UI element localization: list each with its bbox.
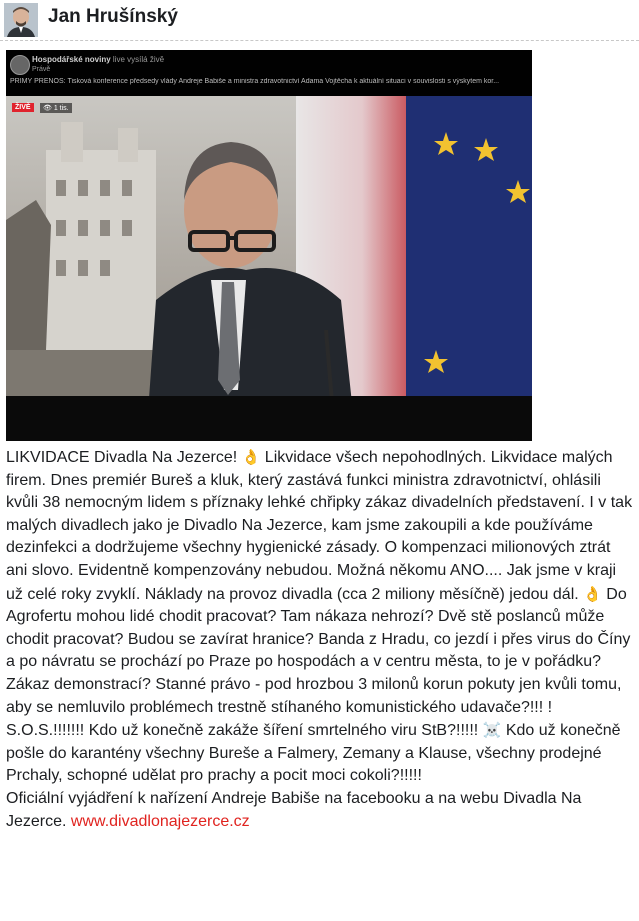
post-text-part-1: LIKVIDACE Divadla Na Jezerce! [6,449,238,466]
video-page-name-text: Hospodářské noviny [32,55,111,64]
video-page-name[interactable] [32,55,164,64]
viewer-count: 1 tis. [53,105,69,112]
post-text-part-3: Do Agrofertu mohou lidé chodit pracovat? Tam nákaza nehrozí? Dvě stě poslanců může chodit pracovat? Budou se zavírat hranice? Banda z Hradu, co jezdí i přes virus do Číny a po návratu se prochází po Praze po hospodách a v centru města, to je v pořádku? Zákaz demonstrací? Stanné právo - pod hrozbou 3 milonů korun pokuty jen kvůli tomu, aby se nemluvilo problémech trestně stíhaného komunistického udavače?!!! ! S.O.S.!!!!!!! Kdo už konečně zakáže šíření smrtelného viru StB?!!!!! [6,585,631,740]
video-page-action: live vysílá živě [112,55,165,64]
header-divider [0,40,639,41]
post-text-part-5: Oficiální vyjádření k nařízení Andreje Babiše na facebooku a na webu Divadla Na Jezerce. [6,789,582,830]
post-text [6,446,634,833]
avatar[interactable] [4,3,38,37]
video-caption: PŘÍMÝ PŘENOS: Tisková konference předsedy vlády Andreje Babiše a ministra zdravotnictví Adama Vojtěcha k aktuální situaci v souvislosti s výskytem kor... [10,78,500,85]
post-text-part-4: Kdo už konečně pošle do karantény všechny Bureše a Falmery, Zemany a Klause, všechny prodejné Prchaly, schopné udělat pro prachy a pocit moci cokoli?!!!!! [6,722,621,785]
post-text-part-2: Likvidace všech nepohodlných. Likvidace malých firem. Dnes premiér Bureš a kluk, který zastává funkci ministra zdravotnictví, ohlásili kvůli 38 nemocným lidem s příznaky lehké chřipky zákaz divadelních představení. I v tak malých divadlech jako je Divadlo Na Jezerce, kam jsme zakoupili a kde používáme dezinfekci a dodržujeme všechny hygienické zásady. O kompenzaci milionových ztrát ani slovo. Evidentně kompenzovány nebudou. Možná někomu ANO.... Jak jsme v kraji už celé roky zvyklí. Náklady na provoz divadla (cca 2 miliony měsíčně) jedou dál. [6,449,633,603]
author-name[interactable]: Jan Hrušínský [48,6,178,27]
video-frame [6,50,532,441]
video-top-bar [6,50,532,96]
video-player[interactable] [6,50,532,441]
skull-crossbones-icon: ☠️ [482,721,502,740]
ok-hand-icon: 👌 [241,448,261,466]
viewer-count-badge: 👁 1 tis. [40,103,72,113]
live-badge: ŽIVĚ [12,103,34,112]
video-timestamp: Právě [32,66,51,73]
avatar-image [4,3,38,37]
post-header [0,0,639,42]
ok-hand-icon: 👌 [583,584,602,603]
page-logo-icon[interactable] [10,55,30,75]
website-link[interactable]: www.divadlonajezerce.cz [70,812,250,830]
